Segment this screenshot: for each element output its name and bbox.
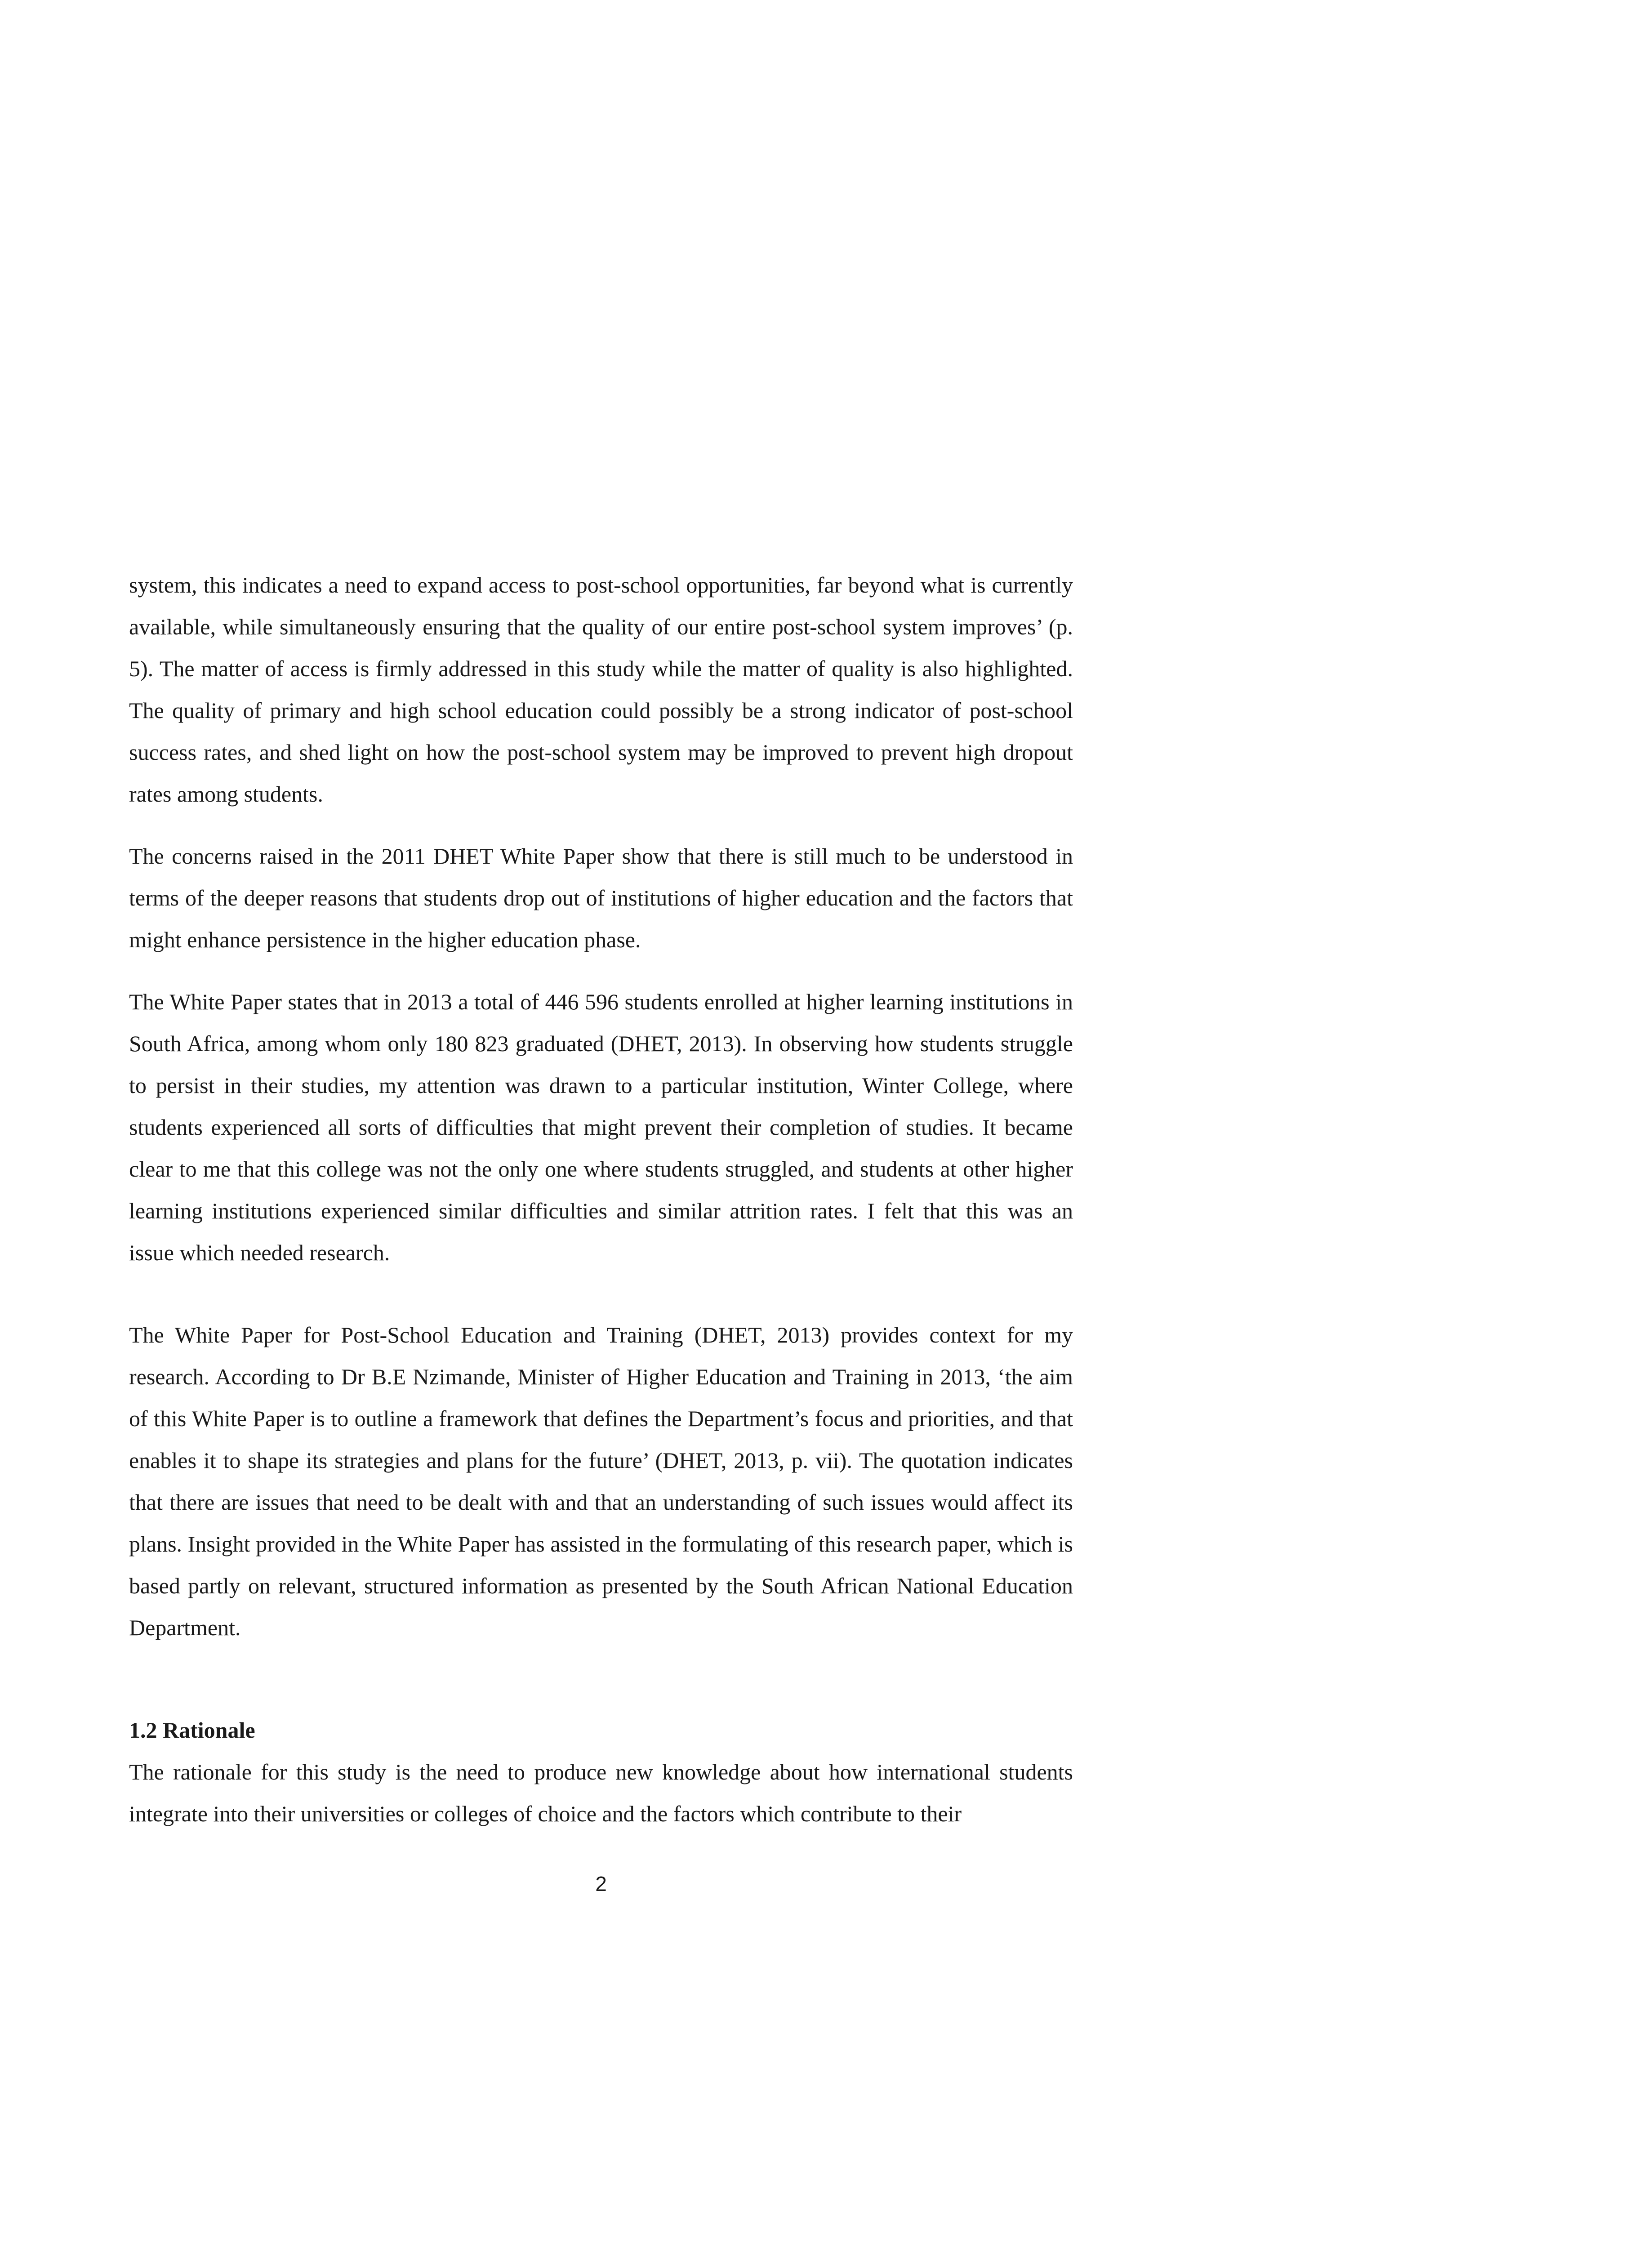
paragraph-white-paper-context: The White Paper for Post-School Education and Training (DHET, 2013) provides context for my research. According to Dr B.E Nzimande, Minister of Higher Education and Training in 2013, ‘the aim of this White Paper is to outline a framework that defines the Department’s focus and priorities, and that enables it to shape its strategies and plans for the future’ (DHET, 2013, p. vii). The quotation indicates that there are issues that need to be dealt with and that an understanding of such issues would affect its plans. Insight provided in the White Paper has assisted in the formulating of this research paper, which is based partly on relevant, structured information as presented by the South African National Education Department. xyxy=(129,1322,1073,1640)
paragraph-enrolment-statistics: The White Paper states that in 2013 a total of 446 596 students enrolled at higher learning institutions in South Africa, among whom only 180 823 graduated (DHET, 2013). In observing how students struggle to persist in their studies, my attention was drawn to a particular institution, Winter College, where students experienced all sorts of difficulties that might prevent their completion of studies. It became clear to me that this college was not the only one where students struggled, and students at other higher learning institutions experienced similar difficulties and similar attrition rates. I felt that this was an issue which needed research. xyxy=(129,989,1073,1265)
page-number: 2 xyxy=(595,1872,607,1896)
paragraph-access-quality: system, this indicates a need to expand access to post-school opportunities, far beyond what is currently available, while simultaneously ensuring that the quality of our entire post-school system improves’ (p. 5). The matter of access is firmly addressed in this study while the matter of quality is also highlighted. The quality of primary and high school education could possibly be a strong indicator of post-school success rates, and shed light on how the post-school system may be improved to prevent high dropout rates among students. xyxy=(129,572,1073,807)
paragraph-rationale: The rationale for this study is the need to produce new knowledge about how international students integrate into their universities or colleges of choice and the factors which contribute to their xyxy=(129,1759,1073,1826)
section-heading-rationale: 1.2 Rationale xyxy=(129,1717,255,1743)
paragraph-dhet-concerns: The concerns raised in the 2011 DHET White Paper show that there is still much to be understood in terms of the deeper reasons that students drop out of institutions of higher education and the factors that might enhance persistence in the higher education phase. xyxy=(129,843,1073,952)
body-text xyxy=(129,564,1073,1835)
